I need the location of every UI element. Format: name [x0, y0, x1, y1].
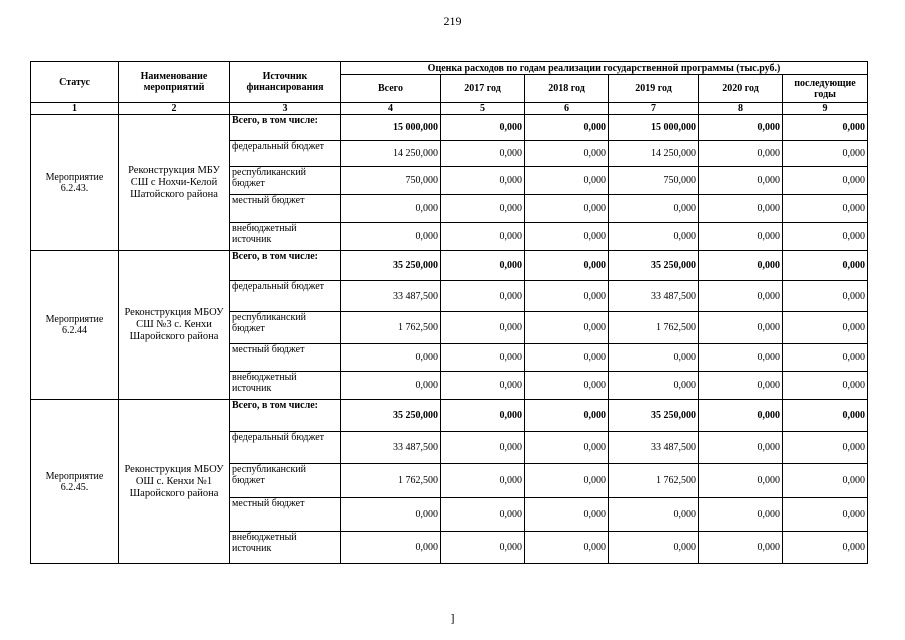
amount-cell: 0,000 — [699, 400, 783, 432]
amount-cell: 0,000 — [441, 223, 525, 251]
amount-cell: 0,000 — [341, 195, 441, 223]
amount-cell: 0,000 — [699, 532, 783, 564]
amount-cell: 0,000 — [441, 281, 525, 312]
amount-cell: 1 762,500 — [341, 312, 441, 344]
column-number: 7 — [609, 103, 699, 115]
amount-cell: 0,000 — [525, 498, 609, 532]
amount-cell: 0,000 — [441, 141, 525, 167]
header-2019: 2019 год — [609, 75, 699, 103]
amount-cell: 35 250,000 — [341, 400, 441, 432]
amount-cell: 0,000 — [699, 432, 783, 464]
amount-cell: 0,000 — [783, 115, 868, 141]
amount-cell: 0,000 — [441, 498, 525, 532]
amount-cell: 0,000 — [783, 312, 868, 344]
funding-source-cell: местный бюджет — [230, 195, 341, 223]
header-status: Статус — [31, 62, 119, 103]
amount-cell: 0,000 — [441, 464, 525, 498]
amount-cell: 0,000 — [441, 400, 525, 432]
amount-cell: 0,000 — [783, 432, 868, 464]
funding-source-cell: внебюджетный источник — [230, 372, 341, 400]
amount-cell: 0,000 — [341, 498, 441, 532]
amount-cell: 0,000 — [609, 372, 699, 400]
amount-cell: 0,000 — [525, 281, 609, 312]
amount-cell: 0,000 — [783, 281, 868, 312]
amount-cell: 0,000 — [783, 223, 868, 251]
funding-source-cell: внебюджетный источник — [230, 532, 341, 564]
amount-cell: 0,000 — [525, 432, 609, 464]
amount-cell: 0,000 — [525, 400, 609, 432]
event-name-cell: Реконструкция МБОУ СШ №3 с. Кенхи Шаройского района — [119, 251, 230, 400]
header-total: Всего — [341, 75, 441, 103]
amount-cell: 0,000 — [699, 115, 783, 141]
column-number: 6 — [525, 103, 609, 115]
amount-cell: 0,000 — [441, 195, 525, 223]
page-number: 219 — [443, 14, 462, 28]
table-body — [31, 115, 868, 564]
event-name-cell: Реконструкция МБОУ ОШ с. Кенхи №1 Шаройского района — [119, 400, 230, 564]
event-name-cell: Реконструкция МБУ СШ с Нохчи-Келой Шатойского района — [119, 115, 230, 251]
funding-source-cell: местный бюджет — [230, 344, 341, 372]
amount-cell: 0,000 — [699, 223, 783, 251]
amount-cell: 35 250,000 — [341, 251, 441, 281]
header-2018: 2018 год — [525, 75, 609, 103]
amount-cell: 14 250,000 — [341, 141, 441, 167]
amount-cell: 0,000 — [699, 498, 783, 532]
amount-cell: 0,000 — [783, 464, 868, 498]
funding-source-cell: местный бюджет — [230, 498, 341, 532]
amount-cell: 0,000 — [525, 115, 609, 141]
amount-cell: 0,000 — [783, 167, 868, 195]
amount-cell: 0,000 — [525, 141, 609, 167]
funding-source-cell: республиканский бюджет — [230, 167, 341, 195]
amount-cell: 33 487,500 — [341, 432, 441, 464]
amount-cell: 0,000 — [525, 223, 609, 251]
amount-cell: 0,000 — [783, 195, 868, 223]
amount-cell: 35 250,000 — [609, 400, 699, 432]
header-2017: 2017 год — [441, 75, 525, 103]
amount-cell: 750,000 — [341, 167, 441, 195]
header-later-years: последующие годы — [783, 75, 868, 103]
funding-source-cell: республиканский бюджет — [230, 312, 341, 344]
amount-cell: 0,000 — [341, 532, 441, 564]
expense-estimate-table — [30, 61, 868, 564]
status-cell: Мероприятие 6.2.45. — [31, 400, 119, 564]
table-row-total — [31, 251, 868, 281]
header-row-group — [31, 62, 868, 75]
amount-cell: 0,000 — [699, 312, 783, 344]
funding-source-cell: Всего, в том числе: — [230, 251, 341, 281]
amount-cell: 0,000 — [699, 167, 783, 195]
amount-cell: 33 487,500 — [341, 281, 441, 312]
amount-cell: 0,000 — [609, 344, 699, 372]
amount-cell: 0,000 — [525, 344, 609, 372]
funding-source-cell: федеральный бюджет — [230, 281, 341, 312]
column-number-row — [31, 103, 868, 115]
amount-cell: 1 762,500 — [609, 312, 699, 344]
amount-cell: 0,000 — [783, 400, 868, 432]
amount-cell: 0,000 — [341, 344, 441, 372]
funding-source-cell: Всего, в том числе: — [230, 115, 341, 141]
amount-cell: 0,000 — [699, 281, 783, 312]
status-cell: Мероприятие 6.2.44 — [31, 251, 119, 400]
amount-cell: 0,000 — [783, 141, 868, 167]
amount-cell: 0,000 — [441, 312, 525, 344]
amount-cell: 0,000 — [783, 532, 868, 564]
amount-cell: 0,000 — [609, 532, 699, 564]
amount-cell: 0,000 — [525, 251, 609, 281]
amount-cell: 1 762,500 — [609, 464, 699, 498]
table-row-total — [31, 115, 868, 141]
footer-mark: ] — [450, 611, 455, 625]
table-row-total — [31, 400, 868, 432]
amount-cell: 33 487,500 — [609, 432, 699, 464]
amount-cell: 0,000 — [441, 344, 525, 372]
amount-cell: 1 762,500 — [341, 464, 441, 498]
amount-cell: 750,000 — [609, 167, 699, 195]
header-event: Наименование мероприятий — [119, 62, 230, 103]
funding-source-cell: федеральный бюджет — [230, 432, 341, 464]
column-number: 3 — [230, 103, 341, 115]
funding-source-cell: внебюджетный источник — [230, 223, 341, 251]
column-number: 1 — [31, 103, 119, 115]
header-source: Источник финансирования — [230, 62, 341, 103]
amount-cell: 0,000 — [441, 372, 525, 400]
amount-cell: 0,000 — [441, 251, 525, 281]
amount-cell: 0,000 — [783, 251, 868, 281]
status-cell: Мероприятие 6.2.43. — [31, 115, 119, 251]
amount-cell: 0,000 — [441, 167, 525, 195]
amount-cell: 0,000 — [441, 432, 525, 464]
amount-cell: 0,000 — [525, 372, 609, 400]
amount-cell: 0,000 — [341, 372, 441, 400]
amount-cell: 0,000 — [609, 223, 699, 251]
amount-cell: 0,000 — [525, 167, 609, 195]
amount-cell: 0,000 — [525, 195, 609, 223]
funding-source-cell: федеральный бюджет — [230, 141, 341, 167]
amount-cell: 0,000 — [783, 372, 868, 400]
amount-cell: 0,000 — [525, 312, 609, 344]
funding-source-cell: республиканский бюджет — [230, 464, 341, 498]
column-number: 5 — [441, 103, 525, 115]
amount-cell: 0,000 — [783, 498, 868, 532]
header-expense-group: Оценка расходов по годам реализации государственной программы (тыс.руб.) — [341, 62, 868, 75]
amount-cell: 15 000,000 — [609, 115, 699, 141]
amount-cell: 15 000,000 — [341, 115, 441, 141]
amount-cell: 0,000 — [699, 141, 783, 167]
amount-cell: 0,000 — [699, 344, 783, 372]
amount-cell: 0,000 — [441, 115, 525, 141]
amount-cell: 0,000 — [609, 195, 699, 223]
column-number: 4 — [341, 103, 441, 115]
amount-cell: 0,000 — [525, 532, 609, 564]
amount-cell: 14 250,000 — [609, 141, 699, 167]
amount-cell: 0,000 — [699, 372, 783, 400]
column-number: 8 — [699, 103, 783, 115]
amount-cell: 33 487,500 — [609, 281, 699, 312]
amount-cell: 0,000 — [699, 195, 783, 223]
amount-cell: 0,000 — [699, 251, 783, 281]
column-number: 9 — [783, 103, 868, 115]
amount-cell: 0,000 — [341, 223, 441, 251]
amount-cell: 35 250,000 — [609, 251, 699, 281]
amount-cell: 0,000 — [525, 464, 609, 498]
amount-cell: 0,000 — [699, 464, 783, 498]
funding-source-cell: Всего, в том числе: — [230, 400, 341, 432]
amount-cell: 0,000 — [441, 532, 525, 564]
column-number: 2 — [119, 103, 230, 115]
header-2020: 2020 год — [699, 75, 783, 103]
amount-cell: 0,000 — [783, 344, 868, 372]
amount-cell: 0,000 — [609, 498, 699, 532]
